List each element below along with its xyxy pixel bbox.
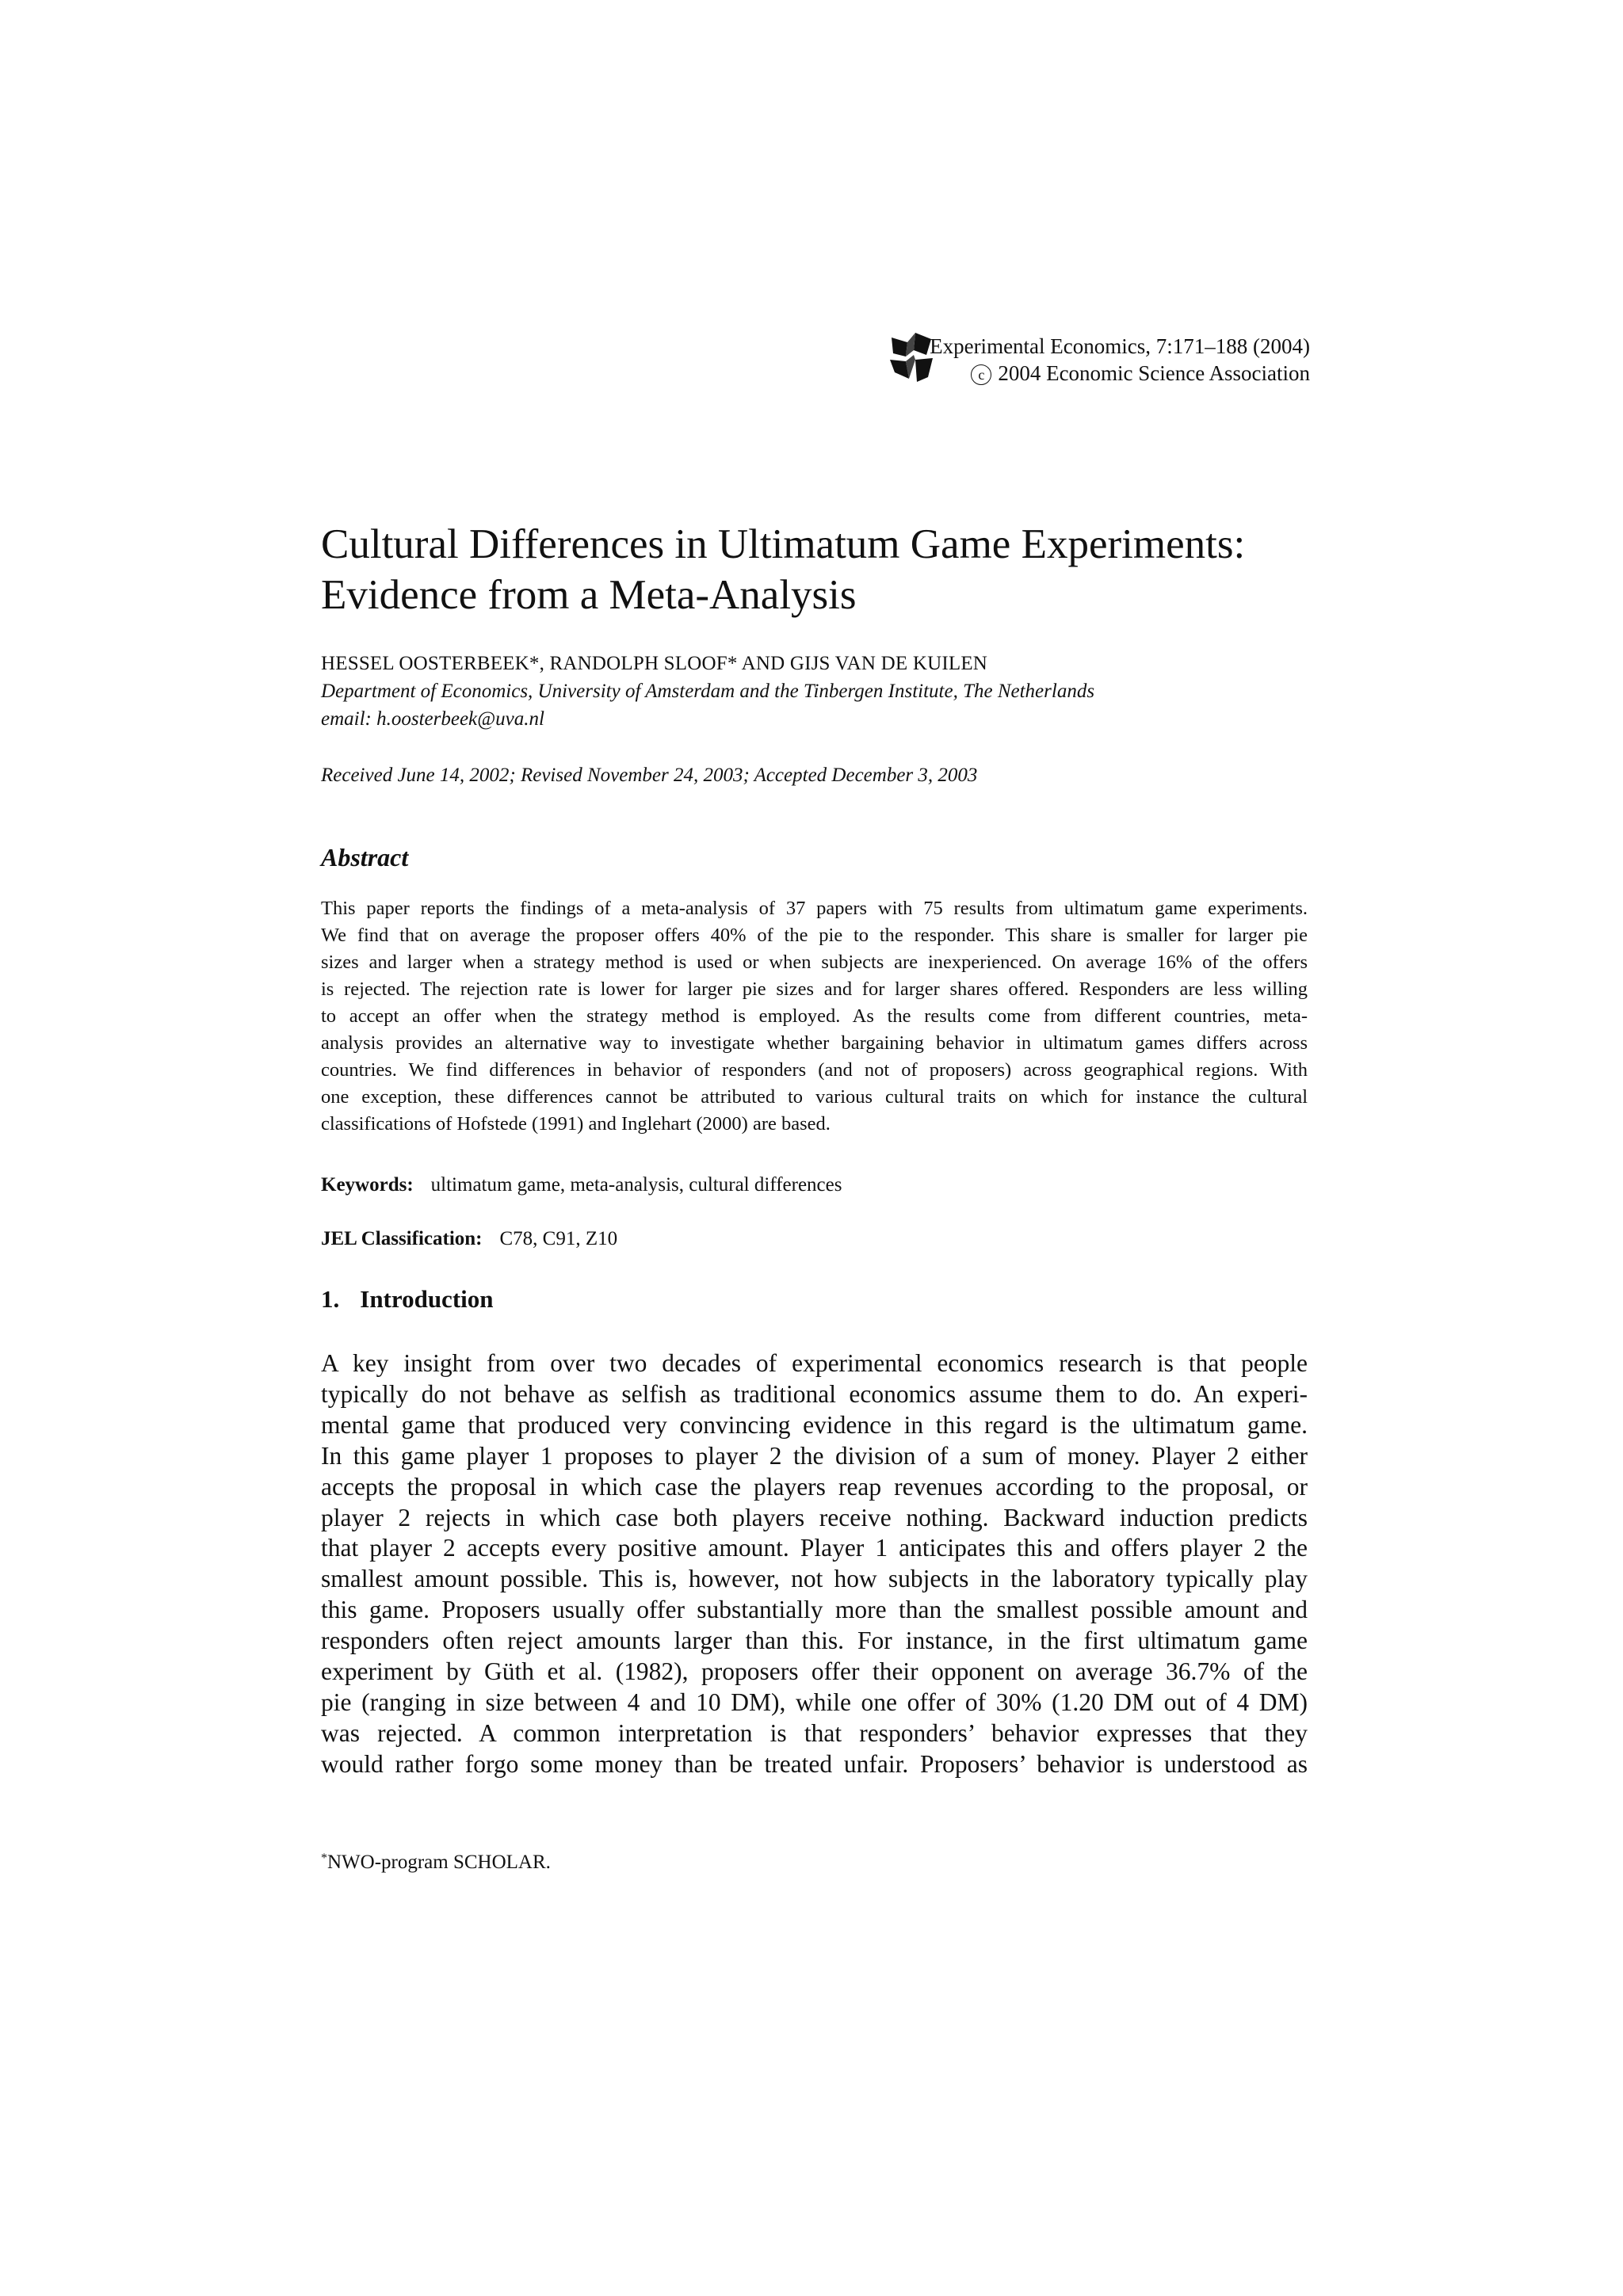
abstract-line: countries. We find differences in behavior of responders (and not of proposers) across geographical regions. With — [321, 1059, 1308, 1081]
affiliation: Department of Economics, University of Amsterdam and the Tinbergen Institute, The Netherlands — [321, 681, 1095, 702]
abstract-text — [321, 895, 1308, 1138]
body-line: player 2 rejects in which case both players receive nothing. Backward induction predicts — [321, 1503, 1308, 1531]
abstract-line: one exception, these differences cannot be attributed to various cultural traits on which for instance the cultural — [321, 1086, 1308, 1108]
body-line: responders often reject amounts larger than this. For instance, in the first ultimatum game — [321, 1627, 1308, 1655]
body-line: accepts the proposal in which case the players reap revenues according to the proposal, or — [321, 1472, 1308, 1501]
footnote — [321, 1846, 551, 1875]
section-title: Introduction — [360, 1285, 494, 1313]
journal-header — [866, 331, 1310, 395]
keywords-value: ultimatum game, meta-analysis, cultural differences — [430, 1174, 842, 1196]
paper-title — [321, 519, 1351, 620]
abstract-line: is rejected. The rejection rate is lower for larger pie sizes and for larger shares offered. Responders are less willing — [321, 978, 1308, 1000]
journal-citation: Experimental Economics, 7:171–188 (2004) — [930, 334, 1310, 358]
body-line: this game. Proposers usually offer substantially more than the smallest possible amount and — [321, 1596, 1308, 1624]
author-email: email: h.oosterbeek@uva.nl — [321, 708, 544, 730]
jel-label: JEL Classification: — [321, 1228, 483, 1249]
body-line: In this game player 1 proposes to player 2 the division of a sum of money. Player 2 either — [321, 1441, 1308, 1470]
jel-value: C78, C91, Z10 — [499, 1228, 618, 1249]
abstract-line: classifications of Hofstede (1991) and Inglehart (2000) are based. — [321, 1113, 831, 1135]
abstract-line: sizes and larger when a strategy method is used or when subjects are inexperienced. On average 16% of the offers — [321, 952, 1308, 973]
section-number: 1. — [321, 1285, 340, 1313]
body-line: experiment by Güth et al. (1982), proposers offer their opponent on average 36.7% of the — [321, 1657, 1308, 1686]
copyright-text: 2004 Economic Science Association — [998, 361, 1310, 385]
body-line: that player 2 accepts every positive amount. Player 1 anticipates this and offers player 2 the — [321, 1534, 1308, 1562]
body-line: typically do not behave as selfish as traditional economics assume them to do. An experi- — [321, 1379, 1308, 1408]
footnote-text: NWO-program SCHOLAR. — [327, 1852, 551, 1873]
body-line: pie (ranging in size between 4 and 10 DM), while one offer of 30% (1.20 DM out of 4 DM) — [321, 1688, 1308, 1716]
abstract-line: to accept an offer when the strategy method is employed. As the results come from different countries, meta- — [321, 1005, 1308, 1027]
received-dates: Received June 14, 2002; Revised November 24, 2003; Accepted December 3, 2003 — [321, 765, 978, 786]
introduction-text — [321, 1348, 1308, 1780]
body-line: was rejected. A common interpretation is that responders’ behavior expresses that they — [321, 1718, 1308, 1747]
jel-classification — [321, 1226, 617, 1252]
footnote-mark: * — [321, 1852, 327, 1865]
authors: HESSEL OOSTERBEEK*, RANDOLPH SLOOF* AND GIJS VAN DE KUILEN — [321, 653, 988, 674]
abstract-line: We find that on average the proposer offers 40% of the pie to the responder. This share is smaller for larger pie — [321, 925, 1308, 946]
body-line: A key insight from over two decades of experimental economics research is that people — [321, 1349, 1308, 1377]
abstract-heading: Abstract — [321, 843, 409, 871]
paper-title-line-1: Cultural Differences in Ultimatum Game Experiments: — [321, 521, 1246, 567]
keywords-label: Keywords: — [321, 1174, 414, 1196]
abstract-line: analysis provides an alternative way to investigate whether bargaining behavior in ultimatum games differs across — [321, 1032, 1308, 1054]
abstract-line: This paper reports the findings of a meta-analysis of 37 papers with 75 results from ultimatum game experiments. — [321, 898, 1308, 919]
section-heading — [321, 1283, 494, 1315]
keywords — [321, 1173, 842, 1198]
body-line: would rather forgo some money than be treated unfair. Proposers’ behavior is understood as — [321, 1749, 1308, 1778]
body-line: mental game that produced very convincing evidence in this regard is the ultimatum game. — [321, 1410, 1308, 1439]
body-line: smallest amount possible. This is, however, not how subjects in the laboratory typically play — [321, 1565, 1308, 1593]
publisher-logo-icon — [888, 331, 936, 383]
copyright-line — [971, 360, 1310, 387]
paper-title-line-2: Evidence from a Meta-Analysis — [321, 572, 857, 618]
copyright-icon: c — [971, 364, 991, 385]
